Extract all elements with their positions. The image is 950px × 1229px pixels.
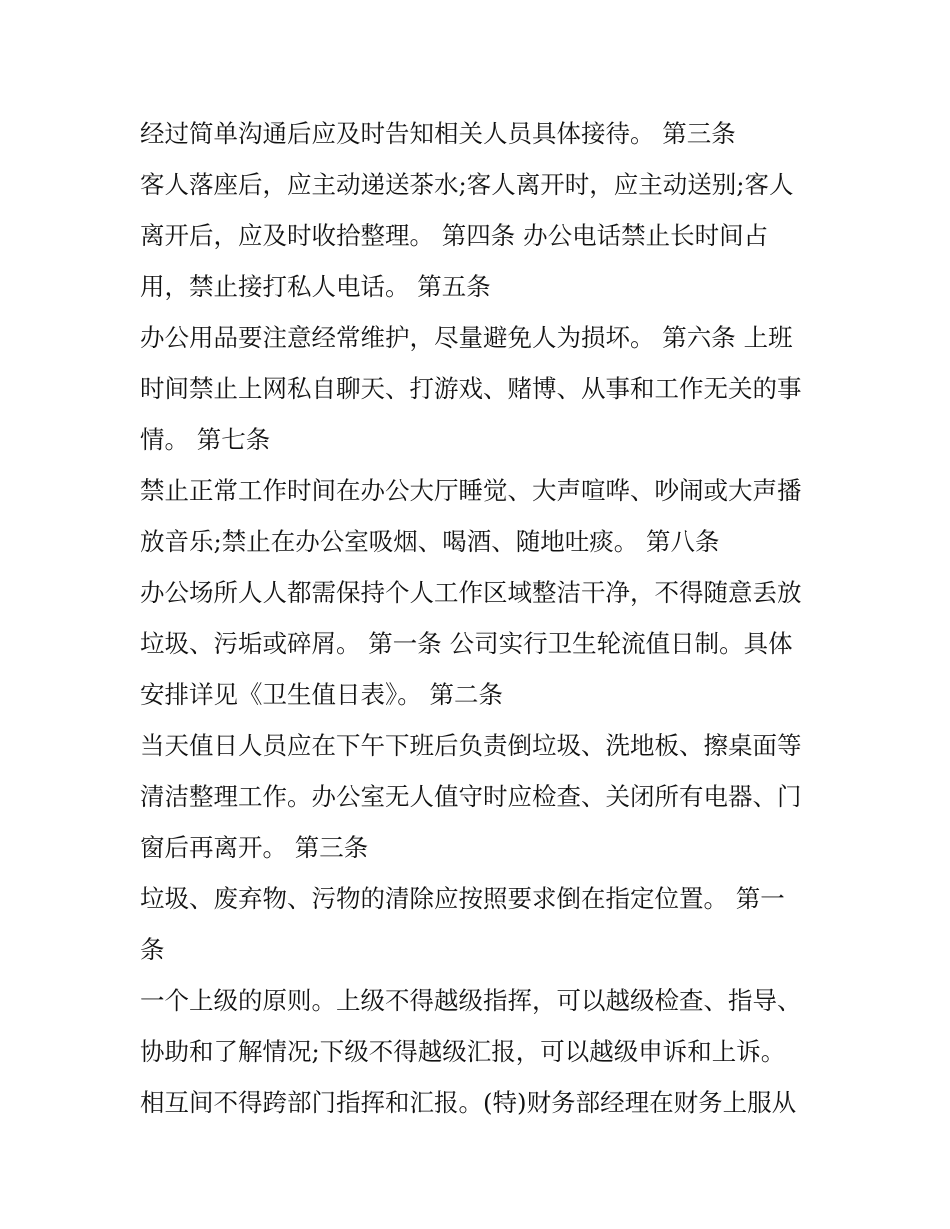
text-line: 用，禁止接打私人电话。 第五条 [140,272,491,301]
text-line: 经过简单沟通后应及时告知相关人员具体接待。 第三条 [140,119,736,148]
text-line: 协助和了解情况;下级不得越级汇报，可以越级申诉和上诉。 [140,1037,786,1066]
document-body [140,108,830,1128]
text-line: 时间禁止上网私自聊天、打游戏、赌博、从事和工作无关的事 [140,374,802,403]
text-line: 离开后，应及时收拾整理。 第四条 办公电话禁止长时间占 [140,221,769,250]
text-line: 禁止正常工作时间在办公大厅睡觉、大声喧哗、吵闹或大声播 [140,476,802,505]
text-line: 垃圾、污垢或碎屑。 第一条 公司实行卫生轮流值日制。具体 [140,629,793,658]
text-line: 当天值日人员应在下午下班后负责倒垃圾、洗地板、擦桌面等 [140,731,802,760]
text-line: 情。 第七条 [140,425,271,454]
text-line: 办公用品要注意经常维护，尽量避免人为损坏。 第六条 上班 [140,323,793,352]
text-line: 窗后再离开。 第三条 [140,833,369,862]
text-line: 垃圾、废弃物、污物的清除应按照要求倒在指定位置。 第一 [140,884,785,913]
text-line: 安排详见《卫生值日表》。 第二条 [140,680,504,709]
text-line: 一个上级的原则。上级不得越级指挥，可以越级检查、指导、 [140,986,802,1015]
text-line: 办公场所人人都需保持个人工作区域整洁干净，不得随意丢放 [140,578,802,607]
text-line: 相互间不得跨部门指挥和汇报。(特)财务部经理在财务上服从 [140,1088,797,1117]
text-line: 客人落座后，应主动递送茶水;客人离开时，应主动送别;客人 [140,170,794,199]
text-line: 条 [140,935,165,964]
text-line: 清洁整理工作。办公室无人值守时应检查、关闭所有电器、门 [140,782,802,811]
text-line: 放音乐;禁止在办公室吸烟、喝酒、随地吐痰。 第八条 [140,527,720,556]
